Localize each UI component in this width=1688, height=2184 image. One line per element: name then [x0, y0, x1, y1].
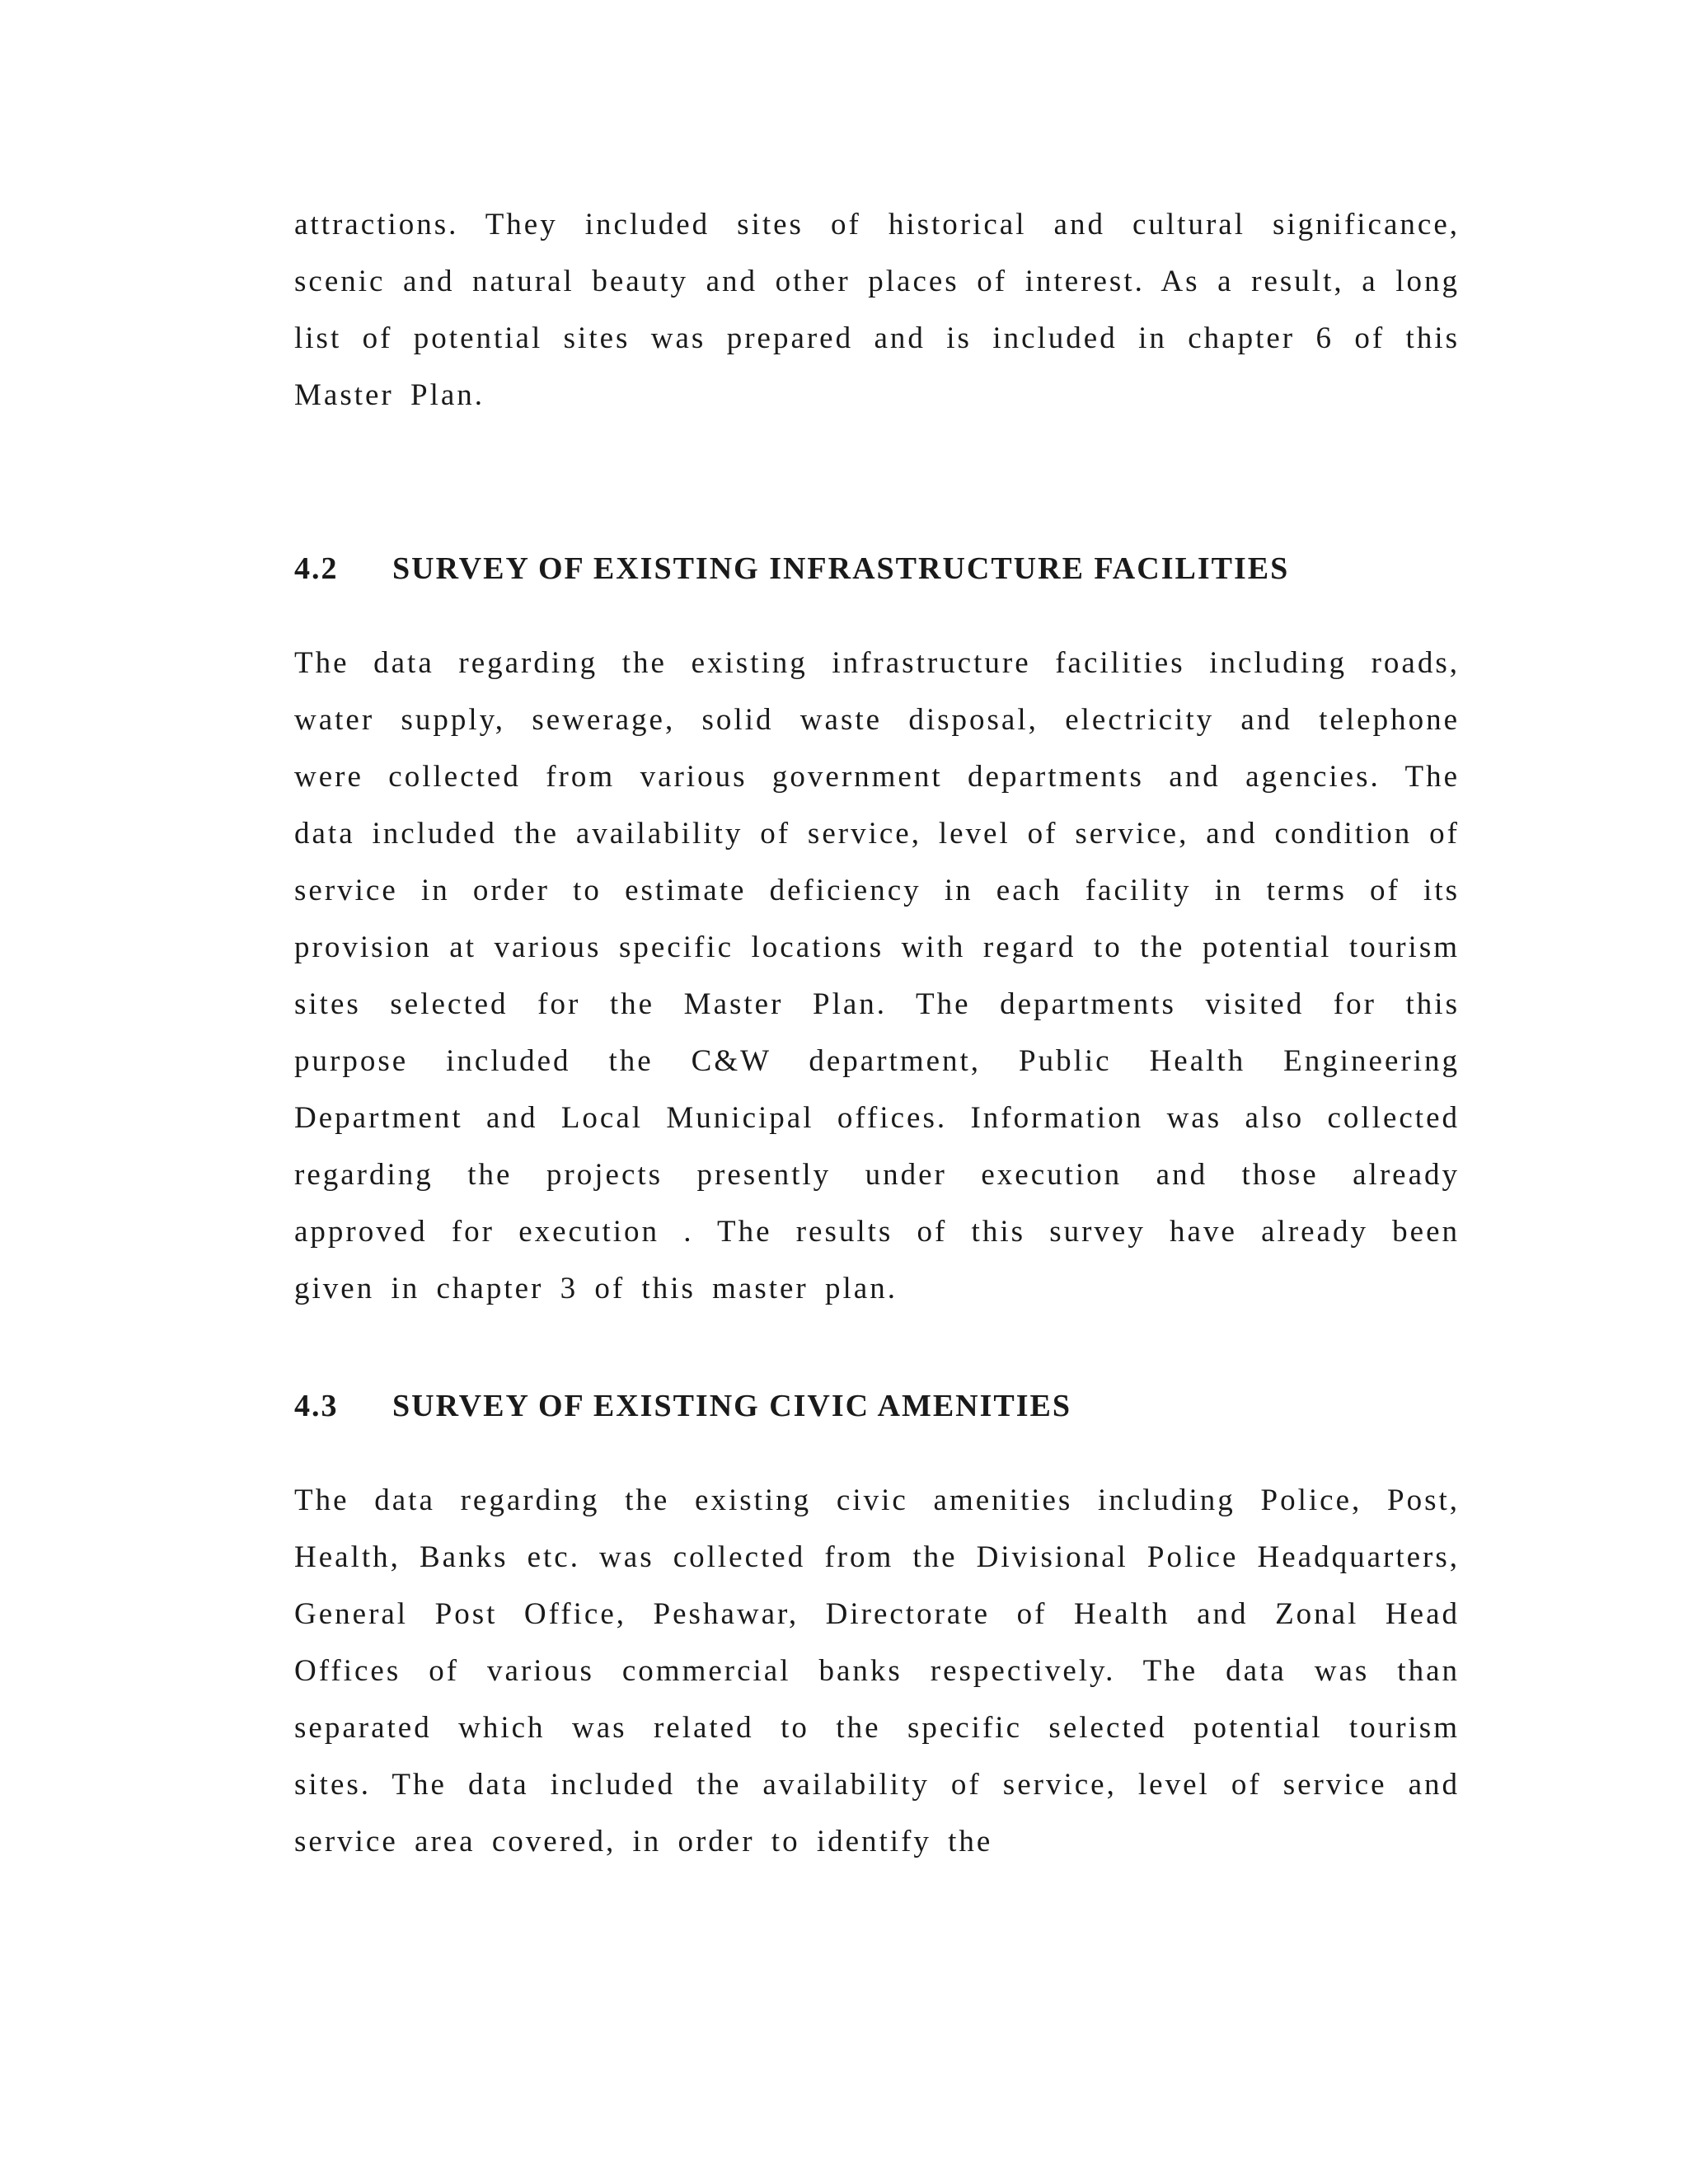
section-heading-4-2 — [294, 549, 1460, 588]
document-page — [294, 196, 1460, 1870]
paragraph-infrastructure: The data regarding the existing infrastructure facilities including roads, water supply, sewerage, solid waste disposal, electricity and telephone were collected from various government departments and agencies. The data included the availability of service, level of service, and condition of service in order to estimate deficiency in each facility in terms of its provision at various specific locations with regard to the potential tourism sites selected for the Master Plan. The departments visited for this purpose included the C&W department, Public Health Engineering Department and Local Municipal offices. Information was also collected regarding the projects presently under execution and those already approved for execution . The results of this survey have already been given in chapter 3 of this master plan. — [294, 646, 1460, 1305]
paragraph-civic-amenities: The data regarding the existing civic amenities including Police, Post, Health, Banks etc. was collected from the Divisional Police Headquarters, General Post Office, Peshawar, Directorate of Health and Zonal Head Offices of various commercial banks respectively. The data was than separated which was related to the specific selected potential tourism sites. The data included the availability of service, level of service and service area covered, in order to identify the — [294, 1483, 1460, 1858]
section-number: 4.2 — [294, 551, 339, 586]
section-number: 4.3 — [294, 1389, 339, 1423]
section-heading-4-3 — [294, 1386, 1460, 1426]
section-title: SURVEY OF EXISTING CIVIC AMENITIES — [392, 1389, 1072, 1423]
paragraph-attractions: attractions. They included sites of historical and cultural significance, scenic and natural beauty and other places of interest. As a result, a long list of potential sites was prepared and is included in chapter 6 of this Master Plan. — [294, 208, 1460, 412]
section-title: SURVEY OF EXISTING INFRASTRUCTURE FACILITIES — [392, 551, 1290, 586]
